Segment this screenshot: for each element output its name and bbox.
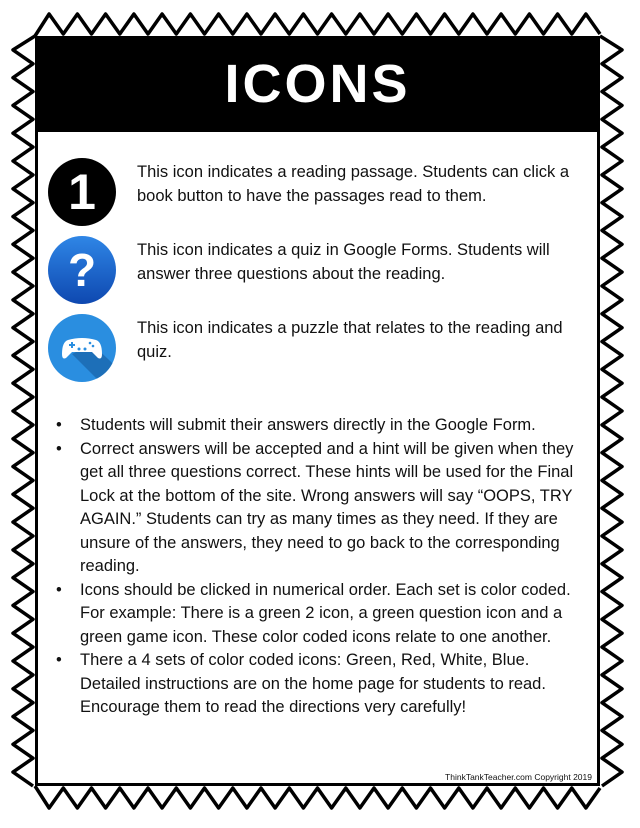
- list-item: [52, 579, 592, 650]
- bullet-icon: •: [56, 580, 62, 599]
- instructions-list: [52, 414, 592, 720]
- icon-row-reading: [48, 158, 593, 228]
- bullet-icon: •: [56, 416, 62, 434]
- bullet-text: Students will submit their answers directly in the Google Form.: [80, 416, 536, 434]
- icon-row-quiz: [48, 236, 593, 306]
- icon-glyph: 1: [68, 164, 96, 220]
- copyright-footer: ThinkTankTeacher.com Copyright 2019: [445, 772, 592, 782]
- title-banner: [35, 36, 600, 132]
- game-controller-icon: [48, 314, 116, 382]
- list-item: [52, 438, 592, 579]
- scribble-edge: [35, 786, 600, 808]
- icon-description: This icon indicates a puzzle that relates to the reading and quiz.: [137, 319, 563, 361]
- list-item: [52, 414, 592, 438]
- bullet-icon: •: [56, 439, 62, 458]
- page-title: ICONS: [224, 54, 411, 114]
- icon-description: This icon indicates a reading passage. Students can click a book button to have the passages read to them.: [137, 163, 569, 205]
- scribble-edge: [600, 36, 622, 786]
- icon-row-puzzle: [48, 314, 593, 384]
- bullet-text: Icons should be clicked in numerical order. Each set is color coded. For example: There is a green 2 icon, a green question icon and a green game icon. These color coded icons relate to one another.: [80, 580, 571, 646]
- icon-description: This icon indicates a quiz in Google Forms. Students will answer three questions about the reading.: [137, 241, 550, 283]
- bullet-text: Correct answers will be accepted and a hint will be given when they get all three questions correct. These hints will be used for the Final Lock at the bottom of the site. Wrong answers will say “OOPS, TRY AGAIN.” Students can try as many times as they need. If they are unsure of the answers, they need to go back to the corresponding reading.: [80, 439, 574, 575]
- number-one-icon: [48, 158, 116, 226]
- scribble-edge: [13, 36, 35, 786]
- question-mark-icon: [48, 236, 116, 304]
- bullet-icon: •: [56, 651, 62, 669]
- bullet-text: There a 4 sets of color coded icons: Green, Red, White, Blue. Detailed instructions are on the home page for students to read. Encourage them to read the directions very carefully!: [80, 651, 546, 716]
- icon-glyph: ?: [67, 244, 97, 296]
- scribble-edge: [35, 14, 600, 36]
- list-item: [52, 649, 592, 720]
